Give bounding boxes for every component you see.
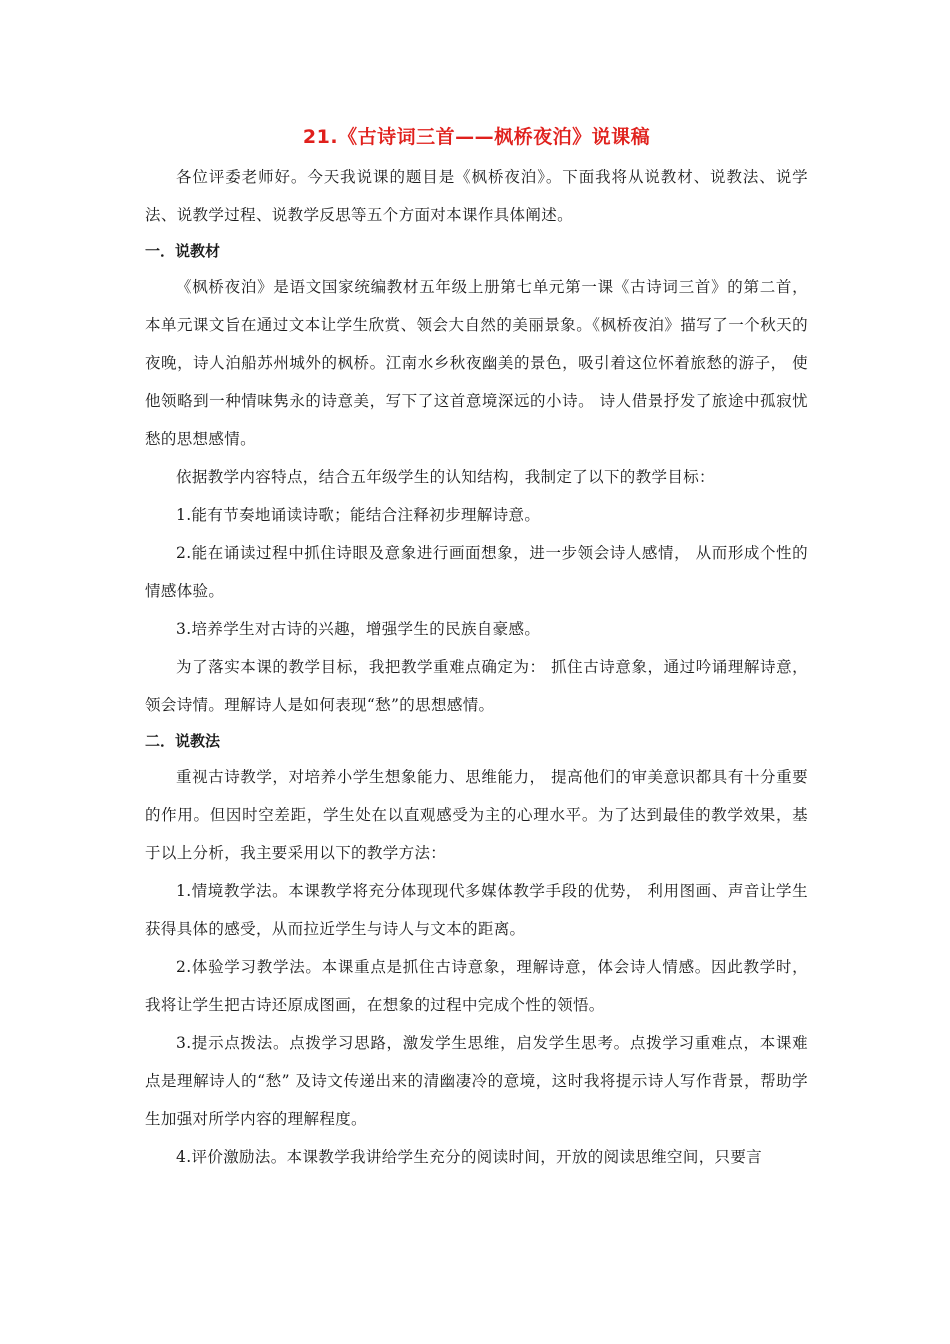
methods-intro-paragraph: 重视古诗教学，对培养小学生想象能力、思维能力， 提高他们的审美意识都具有十分重要的作用。但因时空差距，学生处在以直观感受为主的心理水平。为了达到最佳的教学效果，基于以上分析，我主要采用以下的教学方法：	[145, 768, 808, 862]
method-item: 4.评价激励法。本课教学我讲给学生充分的阅读时间，开放的阅读思维空间，只要言	[176, 1148, 763, 1166]
goals-intro-paragraph: 依据教学内容特点，结合五年级学生的认知结构，我制定了以下的教学目标：	[176, 468, 715, 486]
method-item: 2.体验学习教学法。本课重点是抓住古诗意象，理解诗意，体会诗人情感。因此教学时，我将让学生把古诗还原成图画，在想象的过程中完成个性的领悟。	[145, 958, 808, 1014]
method-item: 1.情境教学法。本课教学将充分体现现代多媒体教学手段的优势， 利用图画、声音让学生获得具体的感受，从而拉近学生与诗人与文本的距离。	[145, 882, 808, 938]
key-points-paragraph: 为了落实本课的教学目标，我把教学重难点确定为： 抓住古诗意象，通过吟诵理解诗意，领会诗情。理解诗人是如何表现“愁”的思想感情。	[145, 658, 808, 714]
textbook-paragraph: 《枫桥夜泊》是语文国家统编教材五年级上册第七单元第一课《古诗词三首》的第二首，本单元课文旨在通过文本让学生欣赏、领会大自然的美丽景象。《枫桥夜泊》描写了一个秋天的夜晚，诗人泊船苏州城外的枫桥。江南水乡秋夜幽美的景色，吸引着这位怀着旅愁的游子， 使他领略到一种情味隽永的诗意美，写下了这首意境深远的小诗。 诗人借景抒发了旅途中孤寂忧愁的思想感情。	[145, 278, 808, 448]
section-heading-textbook: 一．说教材	[145, 242, 221, 260]
document-title: 21.《古诗词三首——枫桥夜泊》说课稿	[302, 126, 651, 148]
intro-paragraph: 各位评委老师好。今天我说课的题目是《枫桥夜泊》。下面我将从说教材、说教法、说学法、说教学过程、说教学反思等五个方面对本课作具体阐述。	[145, 168, 808, 224]
goal-item: 2.能在诵读过程中抓住诗眼及意象进行画面想象，进一步领会诗人感情， 从而形成个性的情感体验。	[145, 544, 808, 600]
method-item: 3.提示点拨法。点拨学习思路，激发学生思维，启发学生思考。点拨学习重难点，本课难点是理解诗人的“愁” 及诗文传递出来的清幽凄冷的意境，这时我将提示诗人写作背景，帮助学生加强对所学内容的理解程度。	[145, 1034, 808, 1128]
document-page	[145, 124, 808, 1176]
goal-item: 3.培养学生对古诗的兴趣，增强学生的民族自豪感。	[176, 620, 541, 638]
goal-item: 1.能有节奏地诵读诗歌；能结合注释初步理解诗意。	[176, 506, 541, 524]
section-heading-methods: 二．说教法	[145, 732, 221, 750]
